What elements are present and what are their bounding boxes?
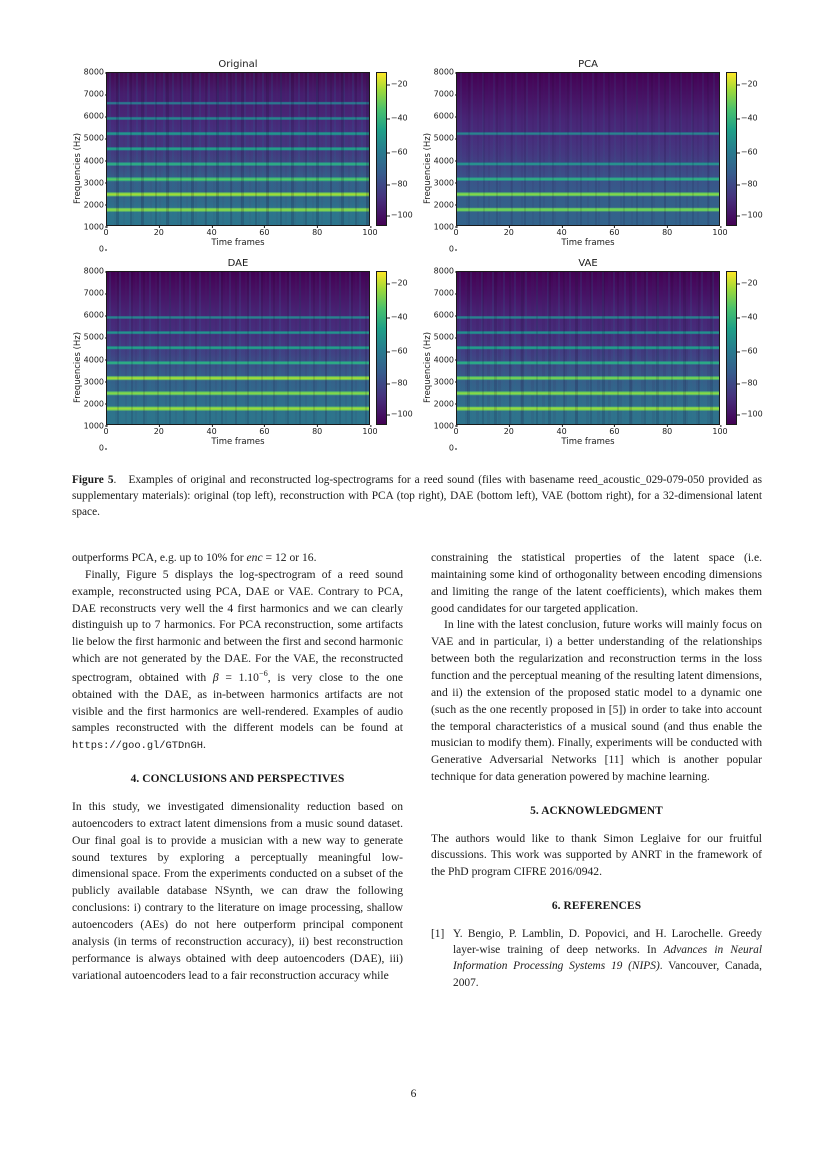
figure-caption-text: Examples of original and reconstructed log-spectrograms for a reed sound (files with basename reed_acoustic_029-079-050 provided as supplementary materials): original (top left), reconstruction with PCA (top right), DAE (bottom left), VAE (bottom right), for a 32-dimensional latent space. <box>72 474 762 519</box>
reference-text <box>453 926 762 991</box>
x-axis-label: Time frames <box>211 437 265 447</box>
paragraph-continuation <box>72 550 403 567</box>
paragraph-figure-discussion <box>72 567 403 755</box>
para-text-a: Finally, Figure 5 displays the log-spectrogram of a reed sound example, reconstructed using PCA, DAE or VAE. Contrary to PCA, DAE reconstructs very well the 4 first harmonics and we can clearly distinguish up to 7 harmonics. For PCA reconstruction, some artifacts lie below the first harmonic and between the first and second harmonic which are not generated by the DAE. For the VAE, the reconstructed spectrogram, obtained with <box>72 567 403 684</box>
para-text-a: outperforms PCA, e.g. up to 10% for <box>72 551 247 564</box>
x-axis-ticks: 0 20 40 60 80 100 <box>453 228 728 237</box>
y-axis-ticks: 8000 7000 6000 5000 4000 3000 2000 1000 0 <box>433 266 454 453</box>
reference-item <box>431 926 762 991</box>
panel-original <box>72 58 413 254</box>
para-text-b: = 12 or 16. <box>262 551 317 564</box>
y-axis-ticks: 8000 7000 6000 5000 4000 3000 2000 1000 0 <box>83 67 104 254</box>
spectrogram-image-dae <box>106 271 370 425</box>
spectrogram-image-vae <box>456 271 720 425</box>
spectrogram-panel-grid <box>72 58 763 453</box>
colorbar-vae <box>726 271 762 448</box>
paragraph-latent-space: constraining the statistical properties of the latent space (i.e. maintaining some kind of orthogonality between encoding dimensions and limiting the range of the latent coefficients), which makes them good candidates for our targeted application. <box>431 551 762 615</box>
colorbar-ticks: −20 −40 −60 −80 −100 <box>390 79 413 220</box>
body-columns <box>72 550 762 1080</box>
y-axis-ticks: 8000 7000 6000 5000 4000 3000 2000 1000 0 <box>83 266 104 453</box>
audio-samples-url[interactable]: https://goo.gl/GTDnGH <box>72 740 203 753</box>
panel-title-vae: VAE <box>578 258 598 269</box>
panel-title-dae: DAE <box>227 258 249 269</box>
figure-5 <box>72 58 763 453</box>
math-exponent: −6 <box>258 669 268 679</box>
spectrogram-image-pca <box>456 72 720 226</box>
colorbar-dae <box>376 271 412 448</box>
y-axis-label: Frequencies (Hz) <box>73 331 83 404</box>
colorbar-original <box>376 72 412 249</box>
right-column <box>431 550 762 1080</box>
section-heading-acknowledgment: 5. ACKNOWLEDGMENT <box>530 805 663 818</box>
figure-caption <box>72 472 762 520</box>
x-axis-ticks: 0 20 40 60 80 100 <box>453 427 728 436</box>
paragraph-future-works: In line with the latest conclusion, future works will mainly focus on VAE and in particular, i) a better understanding of the relationships between both the regularization and reconstruction terms in the loss function and the perceptual meaning of the resulting latent dimensions, and ii) the extension of the proposed static model to a dynamic one (such as the one recently proposed in [5]) in order to take into account the temporal characteristics of a musical sound (and thus enable the musician to modify them). Finally, experiments will be conducted with Generative Adversarial Networks [11] which is another popular technique for data generation powered by machine learning. <box>431 618 762 784</box>
x-axis-label: Time frames <box>561 238 615 248</box>
para-text-end: . <box>202 738 206 752</box>
y-axis-label: Frequencies (Hz) <box>73 132 83 205</box>
colorbar-ticks: −20 −40 −60 −80 −100 <box>740 278 763 419</box>
section-heading-conclusions: 4. CONCLUSIONS AND PERSPECTIVES <box>130 773 345 786</box>
para-text-b: , is very close to the one obtained with the DAE, as in-between harmonics artifacts are not visible and the first harmonics are well-rendered. Examples of audio samples reconstructed with the different models can be found at <box>72 670 403 735</box>
paragraph-conclusions: In this study, we investigated dimensionality reduction based on autoencoders to extract latent dimensions from a music sound dataset. Our final goal is to provide a musician with a new way to generate sound textures by exploring a perceptually meaningful low-dimensional space. From the experiments conducted on a subset of the publicly available database NSynth, we can draw the following conclusions: i) contrary to the literature on image processing, shallow autoencoders (AEs) do not here outperform principal component analysis (in terms of reconstruction accuracy), ii) best reconstruction performance is always obtained with deep autoencoders (DAE), iii) variational autoencoders lead to a fair reconstruction accuracy while <box>72 800 403 982</box>
colorbar-ticks: −20 −40 −60 −80 −100 <box>390 278 413 419</box>
panel-title-pca: PCA <box>578 59 598 70</box>
x-axis-label: Time frames <box>561 437 615 447</box>
reference-publication-info: . Vancouver, Canada, 2007. <box>453 960 763 989</box>
y-axis-ticks: 8000 7000 6000 5000 4000 3000 2000 1000 0 <box>433 67 454 254</box>
panel-vae <box>422 257 763 453</box>
reference-authors-title: Y. Bengio, P. Lamblin, D. Popovici, and H. Larochelle. Greedy layer-wise training of deep networks. In <box>453 927 762 957</box>
math-enc: enc <box>246 551 263 564</box>
colorbar-pca <box>726 72 762 249</box>
section-heading-references: 6. REFERENCES <box>551 900 642 913</box>
math-equals: = 1.10 <box>218 670 259 684</box>
y-axis-label: Frequencies (Hz) <box>423 132 433 205</box>
reference-venue: Advances in Neural Information Processing Systems 19 (NIPS) <box>453 944 763 973</box>
reference-number: [1] <box>431 927 445 940</box>
y-axis-label: Frequencies (Hz) <box>423 331 433 404</box>
colorbar-gradient <box>726 72 737 226</box>
figure-caption-label: Figure 5 <box>72 474 114 486</box>
colorbar-gradient <box>376 271 387 425</box>
page-number: 6 <box>410 1088 417 1100</box>
panel-dae <box>72 257 413 453</box>
colorbar-gradient <box>726 271 737 425</box>
paragraph-acknowledgment: The authors would like to thank Simon Leglaive for our fruitful discussions. This work was supported by ANRT in the framework of the PhD program CIFRE 2016/0942. <box>431 831 762 879</box>
math-beta: β <box>212 670 219 684</box>
colorbar-ticks: −20 −40 −60 −80 −100 <box>740 79 763 220</box>
x-axis-label: Time frames <box>211 238 265 248</box>
colorbar-gradient <box>376 72 387 226</box>
figure-caption-separator: . <box>113 474 117 486</box>
x-axis-ticks: 0 20 40 60 80 100 <box>103 427 378 436</box>
panel-title-original: Original <box>218 59 258 70</box>
left-column <box>72 550 403 1080</box>
panel-pca <box>422 58 763 254</box>
x-axis-ticks: 0 20 40 60 80 100 <box>103 228 378 237</box>
spectrogram-image-original <box>106 72 370 226</box>
